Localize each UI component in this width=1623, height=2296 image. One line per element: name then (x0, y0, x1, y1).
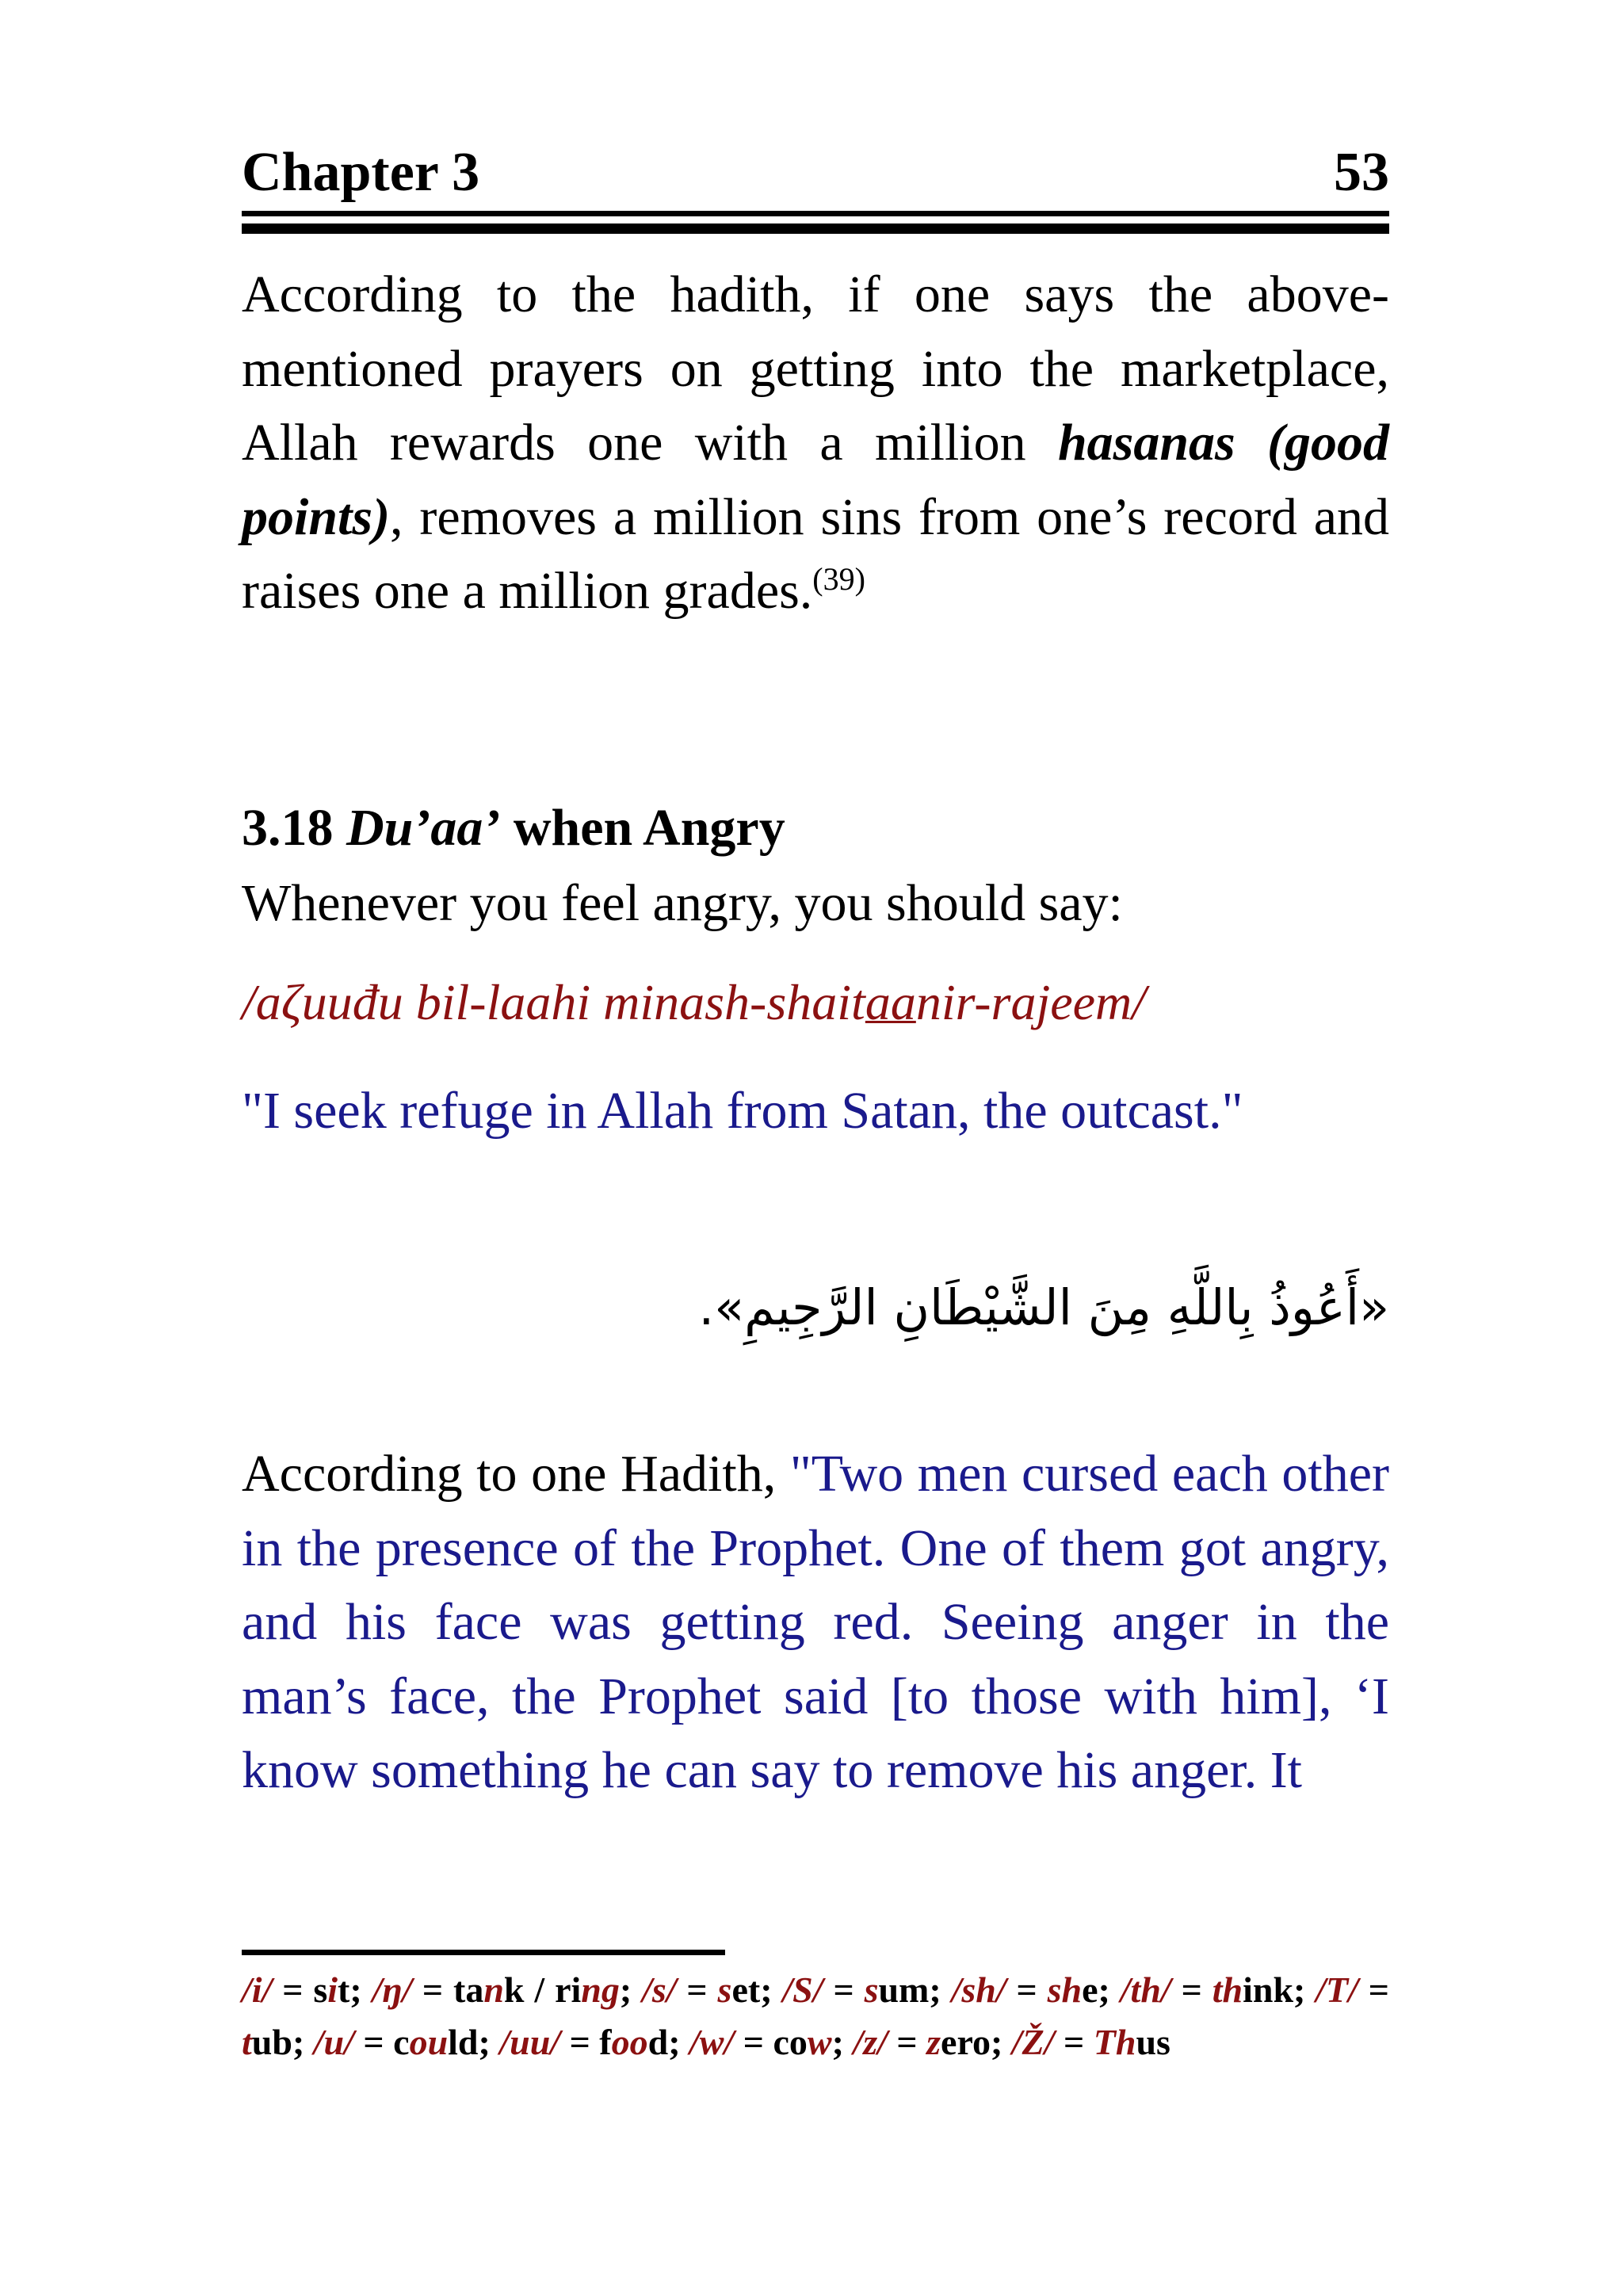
footnote-post: us (1136, 2022, 1170, 2062)
footnote-symbol: /sh/ (951, 1969, 1006, 2010)
footnote-eq: = (1054, 2022, 1094, 2062)
footnote-symbol: /ŋ/ (372, 1969, 412, 2010)
footnote-post: d; (647, 2022, 690, 2062)
footnote-post: e; (1082, 1969, 1121, 2010)
intro-emphasis: hasanas (good points) (242, 414, 1389, 546)
footnote-post: ub; (251, 2022, 314, 2062)
footnote-symbol: /w/ (689, 2022, 735, 2062)
footnote-pre: c (393, 2022, 410, 2062)
footnote-key-item (689, 2022, 853, 2062)
footnote-symbol: /z/ (853, 2022, 888, 2062)
footnote-hl: sh (1047, 1969, 1083, 2010)
footnote-eq: = (560, 2022, 600, 2062)
footnote-post: ld; (448, 2022, 500, 2062)
section-title-rest: when Angry (500, 799, 785, 857)
section-instruction: Whenever you feel angry, you should say: (242, 874, 1123, 932)
chapter-label: Chapter 3 (242, 142, 480, 203)
footnote-hl: ou (409, 2022, 449, 2062)
hadith-quote: "Two men cursed each other in the presence of the Prophet. One of them got angry, and his face was getting red. Seeing anger in the man’s face, the Prophet said [to those with him], ‘I know something he can say to remove his anger. It (242, 1445, 1390, 1799)
footnote-key-item (642, 1969, 782, 2010)
footnote-reference: (39) (812, 561, 865, 597)
footnote-rule (242, 1950, 725, 1955)
footnote-hl: n (483, 1969, 504, 2010)
footnote-key-item (1012, 2022, 1170, 2062)
footnote-key-item (952, 1969, 1121, 2010)
hadith-lead: According to one Hadith, (242, 1445, 790, 1503)
intro-paragraph (242, 258, 1389, 628)
header-rule-thin (242, 211, 1389, 216)
footnote-pre: co (773, 2022, 808, 2062)
footnote-pre: s (313, 1969, 328, 2010)
footnote-hl: s (864, 1969, 879, 2010)
footnote-post: ero; (941, 2022, 1012, 2062)
footnote-symbol: /T/ (1316, 1969, 1358, 2010)
dua-transliteration (242, 971, 1389, 1034)
footnote-eq: = (887, 2022, 927, 2062)
footnote-hl: t (242, 2022, 252, 2062)
footnote-eq: = (734, 2022, 773, 2062)
footnote-key-item (782, 1969, 951, 2010)
footnote-post2: ; (619, 1969, 643, 2010)
footnote-symbol: /u/ (313, 2022, 354, 2062)
footnote-key-item (499, 2022, 689, 2062)
footnote-eq: = (823, 1969, 865, 2010)
footnote-hl: w (807, 2022, 832, 2062)
footnote-key-item (372, 1969, 643, 2010)
translit-underlined: aa (865, 974, 916, 1030)
footnote-eq: = (272, 1969, 314, 2010)
footnote-key-item (1121, 1969, 1316, 2010)
footnote-symbol: /i/ (242, 1969, 273, 2010)
header-rule-thick (242, 223, 1389, 234)
footnote-post: ink; (1243, 1969, 1316, 2010)
footnote-key-item (853, 2022, 1011, 2062)
footnote-hl: z (926, 2022, 941, 2062)
footnote-hl: Th (1093, 2022, 1136, 2062)
footnote-post: ; (831, 2022, 854, 2062)
footnote-post: et; (731, 1969, 783, 2010)
footnote-pre: f (599, 2022, 612, 2062)
dua-translation: "I seek refuge in Allah from Satan, the outcast." (242, 1082, 1243, 1140)
footnote-key-item (242, 1969, 372, 2010)
section-number: 3.18 (242, 799, 334, 857)
hadith-paragraph (242, 1437, 1389, 1808)
footnote-pronunciation-key (242, 1964, 1389, 2069)
footnote-eq: = (412, 1969, 453, 2010)
footnote-post: k / ri (503, 1969, 582, 2010)
footnote-eq: = (353, 2022, 394, 2062)
footnote-symbol: /uu/ (499, 2022, 561, 2062)
translit-part-2: nir-rajeem/ (915, 974, 1147, 1030)
footnote-symbol: /s/ (642, 1969, 677, 2010)
page-number: 53 (1334, 142, 1389, 203)
footnote-hl: i (327, 1969, 338, 2010)
intro-text-1: According to the hadith, if one says the above-mentioned prayers on getting into the marketplace, Allah rewards one with a million (242, 266, 1389, 472)
footnote-hl: oo (611, 2022, 648, 2062)
footnote-pre: ta (453, 1969, 484, 2010)
footnote-key-item (314, 2022, 500, 2062)
dua-arabic: «أَعُوذُ بِاللَّهِ مِنَ الشَّيْطَانِ الرَّجِيمِ». (698, 1278, 1389, 1336)
footnote-hl2: ng (581, 1969, 620, 2010)
footnote-symbol: /th/ (1120, 1969, 1171, 2010)
footnote-post: t; (338, 1969, 372, 2010)
section-term: Du’aa’ (346, 799, 501, 857)
translit-part-1: /aζuuđu bil-laahi minash-shait (242, 974, 865, 1030)
footnote-eq: = (1006, 1969, 1048, 2010)
intro-text-2: , removes a million sins from one’s record and raises one a million grades. (242, 487, 1389, 620)
footnote-hl: s (717, 1969, 732, 2010)
footnote-eq: = (1358, 1969, 1390, 2010)
footnote-hl: th (1212, 1969, 1243, 2010)
footnote-eq: = (1170, 1969, 1212, 2010)
footnote-symbol: /Ž/ (1011, 2022, 1055, 2062)
section-heading (242, 797, 1389, 860)
footnote-eq: = (676, 1969, 718, 2010)
footnote-post: um; (878, 1969, 952, 2010)
page-header (242, 141, 1389, 204)
footnote-symbol: /S/ (782, 1969, 823, 2010)
